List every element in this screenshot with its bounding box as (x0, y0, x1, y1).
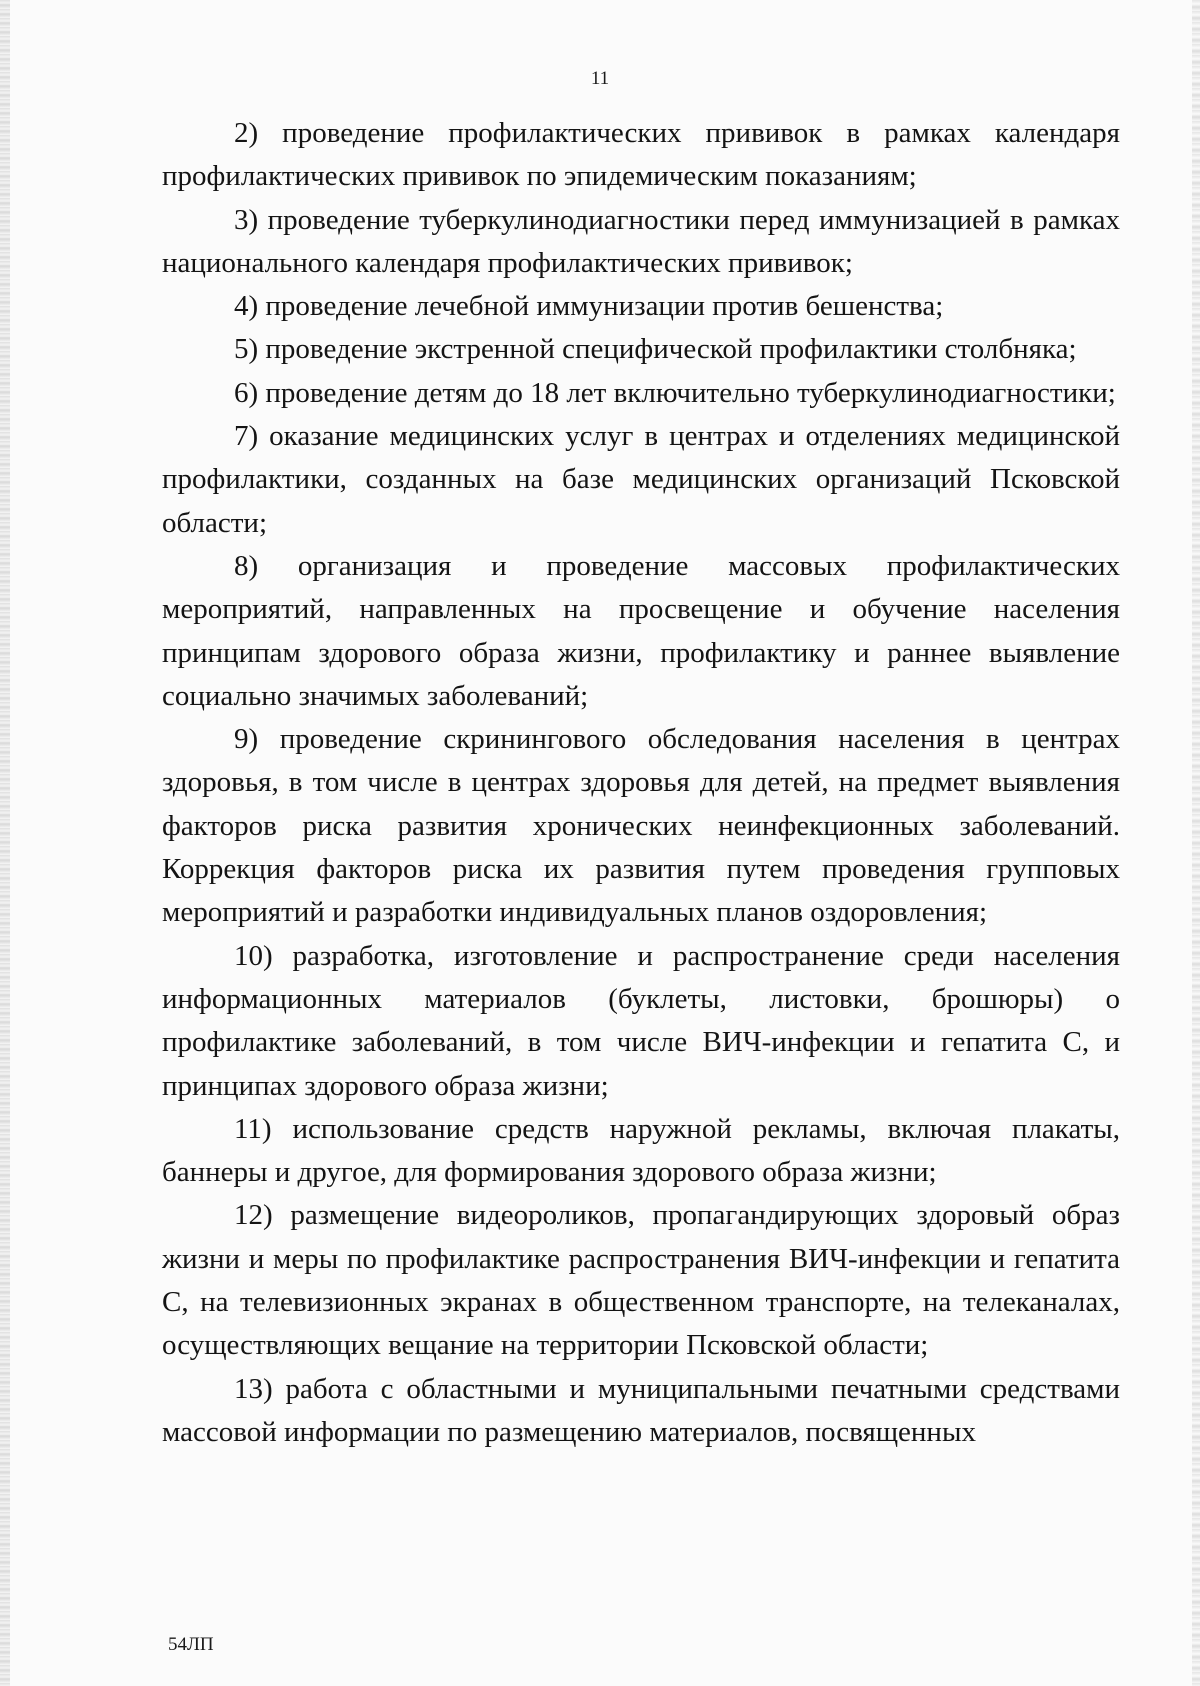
list-item-2: 2) проведение профилактических прививок в рамках календаря профилактических прививок по эпидемическим показаниям; (162, 117, 1120, 193)
list-item-5: 5) проведение экстренной специфической профилактики столбняка; (234, 333, 1077, 366)
list-item-12: 12) размещение видеороликов, пропагандирующих здоровый образ жизни и меры по профилактике распространения ВИЧ-инфекции и гепатита С, на телевизионных экранах в общественном транспорте, на телеканалах, осуществляющих вещание на территории Псковской области; (162, 1199, 1120, 1362)
list-item-3: 3) проведение туберкулинодиагностики перед иммунизацией в рамках национального календаря профилактических прививок; (162, 203, 1120, 279)
list-item-9: 9) проведение скринингового обследования населения в центрах здоровья, в том числе в центрах здоровья для детей, на предмет выявления факторов риска развития хронических неинфекционных заболеваний. Коррекция факторов риска их развития путем проведения групповых мероприятий и разработки индивидуальных планов оздоровления; (162, 723, 1120, 929)
scan-edge-right (1192, 0, 1200, 1686)
list-item-11: 11) использование средств наружной рекламы, включая плакаты, баннеры и другое, для формирования здорового образа жизни; (162, 1112, 1120, 1189)
list-item-10: 10) разработка, изготовление и распространение среди населения информационных материалов (буклеты, листовки, брошюры) о профилактике заболеваний, в том числе ВИЧ-инфекции и гепатита С, и принципах здорового образа жизни; (162, 939, 1120, 1102)
list-item-13: 13) работа с областными и муниципальными печатными средствами массовой информации по размещению материалов, посвященных (162, 1372, 1120, 1448)
list-item-6: 6) проведение детям до 18 лет включительно туберкулинодиагностики; (234, 376, 1116, 409)
list-item-8: 8) организация и проведение массовых профилактических мероприятий, направленных на просвещение и обучение населения принципам здорового образа жизни, профилактику и раннее выявление социально значимых заболеваний; (162, 549, 1120, 712)
list-item-7: 7) оказание медицинских услуг в центрах и отделениях медицинской профилактики, созданных на базе медицинских организаций Псковской области; (162, 420, 1120, 539)
document-code: 54ЛП (168, 1634, 214, 1655)
scan-edge-left (0, 0, 10, 1686)
page-number: 11 (590, 68, 610, 89)
list-item-4: 4) проведение лечебной иммунизации против бешенства; (234, 290, 944, 323)
document-body (162, 112, 1120, 1454)
